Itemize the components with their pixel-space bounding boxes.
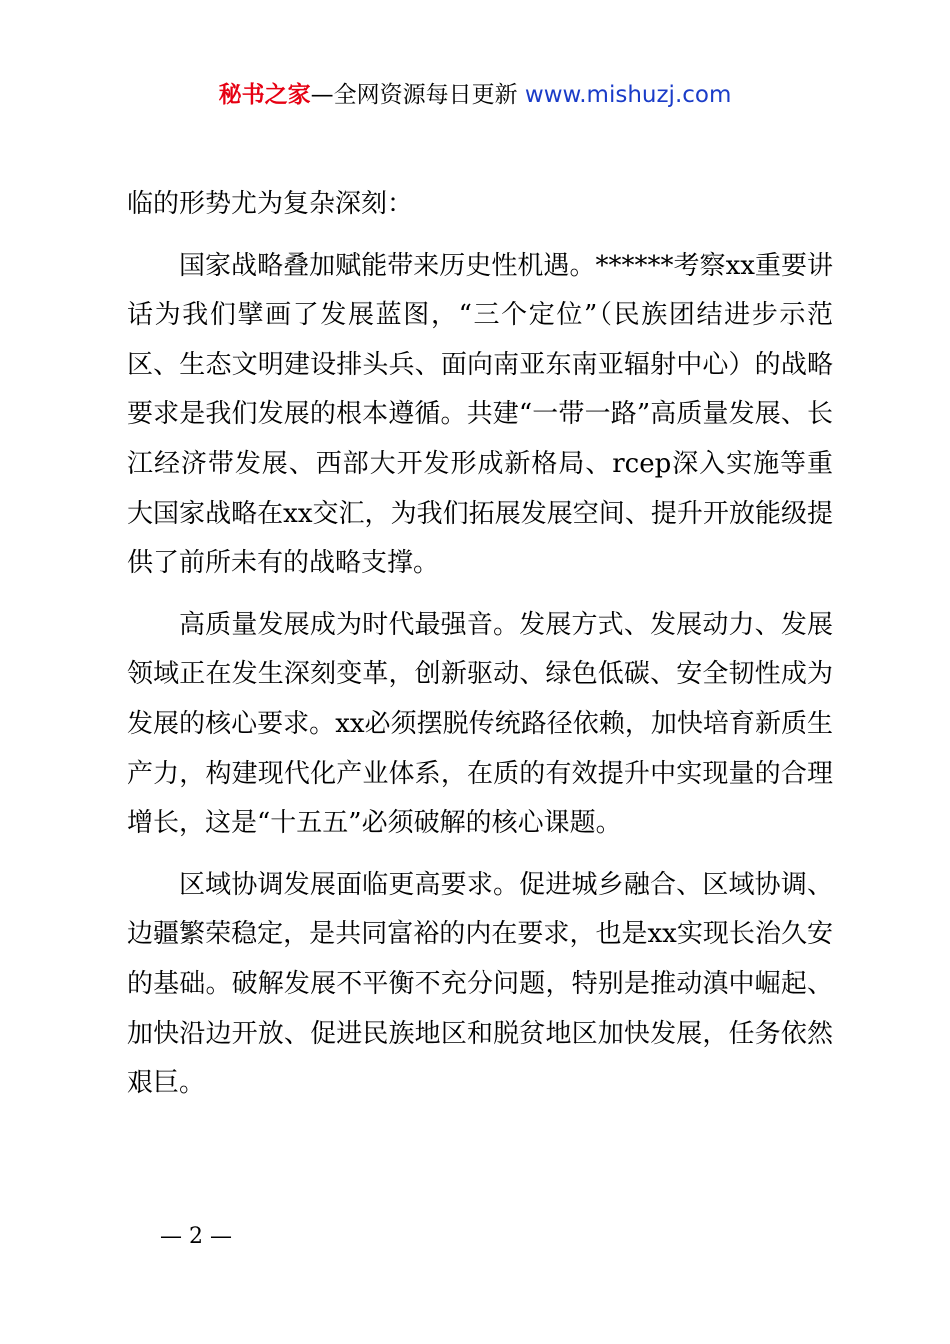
paragraph-continuation: 临的形势尤为复杂深刻： [127,189,414,219]
page-number: — 2 — [160,1224,232,1249]
paragraph-high-quality-development: 高质量发展成为时代最强音。发展方式、发展动力、发展领域正在发生深刻变革，创新驱动、绿色低碳、安全韧性成为发展的核心要求。xx必须摆脱传统路径依赖，加快培育新质生产力，构建现代化产业体系，在质的有效提升中实现量的合理增长，这是“十五五”必须破解的核心课题。 [127,609,833,839]
header-tagline: —全网资源每日更新 [310,82,525,108]
website-link[interactable]: www.mishuzj.com [524,82,732,108]
paragraph-regional-coordination: 区域协调发展面临更高要求。促进城乡融合、区域协调、边疆繁荣稳定，是共同富裕的内在要求，也是xx实现长治久安的基础。破解发展不平衡不充分问题，特别是推动滇中崛起、加快沿边开放、促进民族地区和脱贫地区加快发展，任务依然艰巨。 [127,869,833,1099]
page-header [0,78,950,112]
brand-name: 秘书之家 [218,82,311,108]
paragraph-strategic-opportunity: 国家战略叠加赋能带来历史性机遇。******考察xx重要讲话为我们擘画了发展蓝图，“三个定位”（民族团结进步示范区、生态文明建设排头兵、面向南亚东南亚辐射中心）的战略要求是我们发展的根本遵循。共建“一带一路”高质量发展、长江经济带发展、西部大开发形成新格局、rcep深入实施等重大国家战略在xx交汇，为我们拓展发展空间、提升开放能级提供了前所未有的战略支撑。 [127,250,833,579]
document-body [127,180,833,1109]
